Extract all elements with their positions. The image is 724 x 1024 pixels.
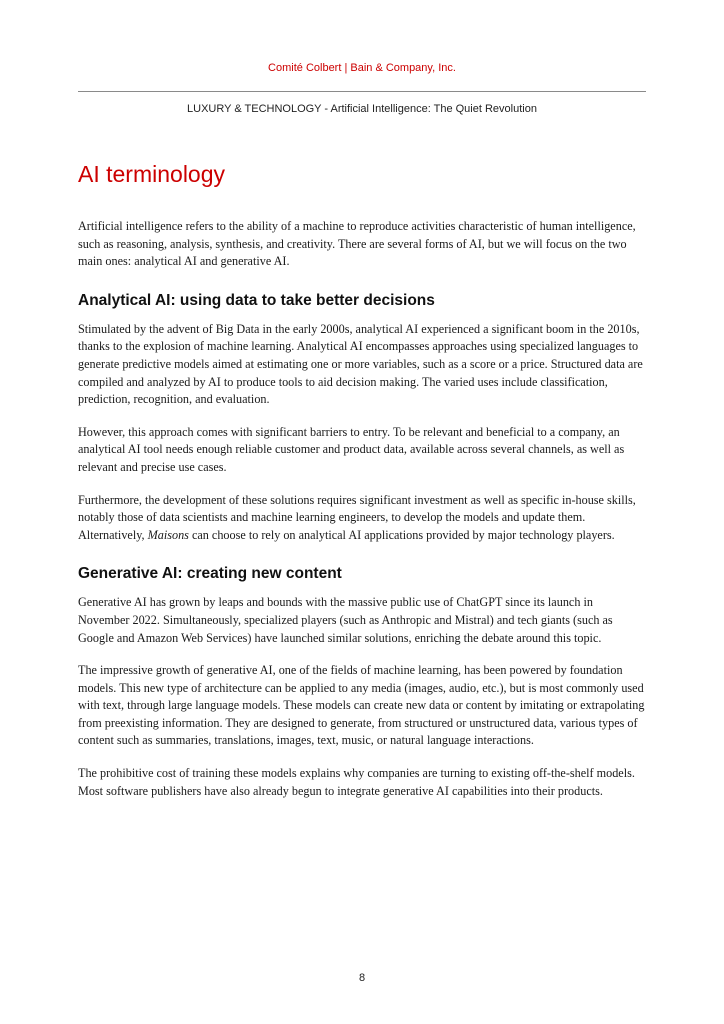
generative-ai-paragraph-1: Generative AI has grown by leaps and bounds with the massive public use of ChatGPT since its launch in November 2022. Simultaneously, specialized players (such as Anthropic and Mistral) and tech giants (such as Google and Amazon Web Services) have launched similar solutions, enriching the debate around this topic. <box>78 595 613 645</box>
intro-paragraph: Artificial intelligence refers to the ability of a machine to reproduce activities characteristic of human intelligence, such as reasoning, analysis, synthesis, and creativity. There are several forms of AI, but we will focus on the two main ones: analytical AI and generative AI. <box>78 219 636 269</box>
analytical-ai-paragraph-3 <box>78 492 646 545</box>
generative-ai-paragraph-2: The impressive growth of generative AI, one of the fields of machine learning, has been powered by foundation models. This new type of architecture can be applied to any media (images, audio, etc.), but is most commonly used with text, through large language models. These models can create new data or content by imitating or extrapolating from preexisting information. They are designed to generate, from structured or unstructured data, various types of content such as summaries, translations, images, text, music, or natural language interactions. <box>78 663 645 748</box>
analytical-ai-paragraph-2: However, this approach comes with significant barriers to entry. To be relevant and beneficial to a company, an analytical AI tool needs enough reliable customer and product data, available across several channels, as well as relevant and precise use cases. <box>78 424 625 474</box>
generative-ai-paragraph-3: The prohibitive cost of training these models explains why companies are turning to existing off-the-shelf models. Most software publishers have also already begun to integrate generative AI capabilities into their products. <box>78 766 635 798</box>
page-number: 8 <box>358 972 366 984</box>
header-brand: Comité Colbert | Bain & Company, Inc. <box>268 62 456 74</box>
header-divider <box>78 91 646 92</box>
page-title: AI terminology <box>78 161 226 187</box>
paragraph-text: can choose to rely on analytical AI applications provided by major technology players. <box>188 527 615 542</box>
maisons-emphasis: Maisons <box>147 527 189 542</box>
section-heading-generative-ai: Generative AI: creating new content <box>78 565 342 583</box>
running-title: LUXURY & TECHNOLOGY - Artificial Intelligence: The Quiet Revolution <box>187 103 537 115</box>
page-content <box>78 158 646 815</box>
paragraph-text: Furthermore, the development of these solutions requires significant investment as well as specific in-house skills, notably those of data scientists and machine learning engineers, to develop the models and update them. Alternatively, <box>78 492 636 542</box>
analytical-ai-paragraph-1: Stimulated by the advent of Big Data in the early 2000s, analytical AI experienced a significant boom in the 2010s, thanks to the explosion of machine learning. Analytical AI encompasses approaches using specialized languages to generate predictive models aimed at estimating one or more variables, such as a score or a price. Structured data are compiled and analyzed by AI to produce tools to aid decision making. The varied uses include classification, prediction, recognition, and evaluation. <box>78 321 643 407</box>
section-heading-analytical-ai: Analytical AI: using data to take better decisions <box>78 291 435 309</box>
